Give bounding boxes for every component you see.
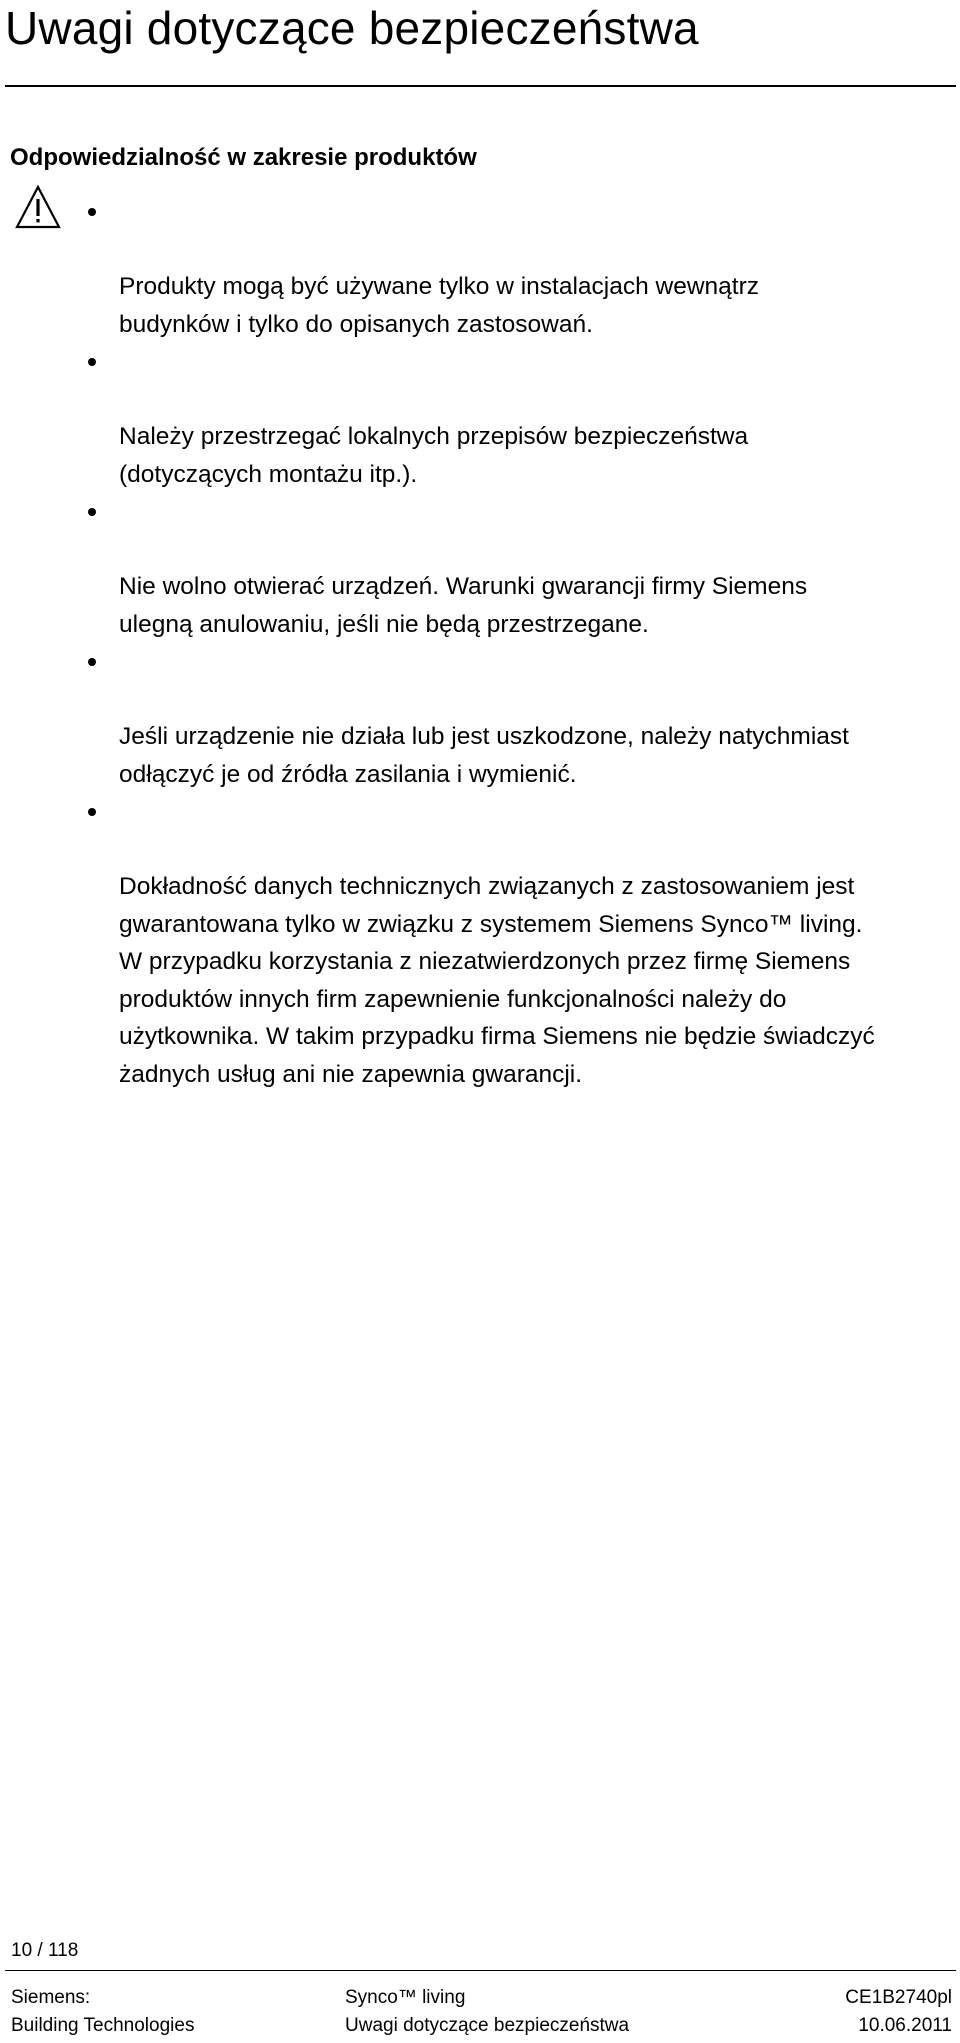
bullet-icon xyxy=(88,658,96,666)
footer-company: Siemens: xyxy=(11,1987,91,2008)
list-item xyxy=(88,493,956,643)
footer-document-code: CE1B2740pl xyxy=(845,1987,952,2008)
bullet-icon xyxy=(88,208,96,216)
list-item xyxy=(88,343,956,493)
list-item-text: Nie wolno otwierać urządzeń. Warunki gwarancji firmy Siemens ulegną anulowaniu, jeśli nie będą przestrzegane. xyxy=(119,573,808,638)
title-divider xyxy=(5,85,956,87)
list-item-text: Jeśli urządzenie nie działa lub jest uszkodzone, należy natychmiast odłączyć je od źródła zasilania i wymienić. xyxy=(119,723,849,788)
footer-division: Building Technologies xyxy=(11,2015,195,2036)
list-item xyxy=(88,793,956,1093)
bullet-list xyxy=(88,193,956,1093)
list-item-text: Dokładność danych technicznych związanych z zastosowaniem jest gwarantowana tylko w związku z systemem Siemens Synco™ living. W przypadku korzystania z niezatwierdzonych przez firmę Siemens produktów innych firm zapewnienie funkcjonalności należy do użytkownika. W takim przypadku firma Siemens nie będzie świadczyć żadnych usług ani nie zapewnia gwarancji. xyxy=(119,873,875,1088)
footer-chapter: Uwagi dotyczące bezpieczeństwa xyxy=(345,2015,630,2036)
list-item-text: Należy przestrzegać lokalnych przepisów bezpieczeństwa (dotyczących montażu itp.). xyxy=(119,423,749,488)
page-number: 10 / 118 xyxy=(11,1940,79,1961)
footer-product: Synco™ living xyxy=(345,1987,466,2008)
warning-triangle-icon xyxy=(14,184,62,230)
bullet-icon xyxy=(88,358,96,366)
page-title: Uwagi dotyczące bezpieczeństwa xyxy=(5,2,699,54)
footer-divider xyxy=(5,1970,956,1971)
section-heading: Odpowiedzialność w zakresie produktów xyxy=(10,144,477,171)
footer-date: 10.06.2011 xyxy=(858,2015,952,2036)
bullet-icon xyxy=(88,808,96,816)
list-item-text: Produkty mogą być używane tylko w instalacjach wewnątrz budynków i tylko do opisanych zastosowań. xyxy=(119,273,760,338)
list-item xyxy=(88,193,956,343)
list-item xyxy=(88,643,956,793)
bullet-icon xyxy=(88,508,96,516)
